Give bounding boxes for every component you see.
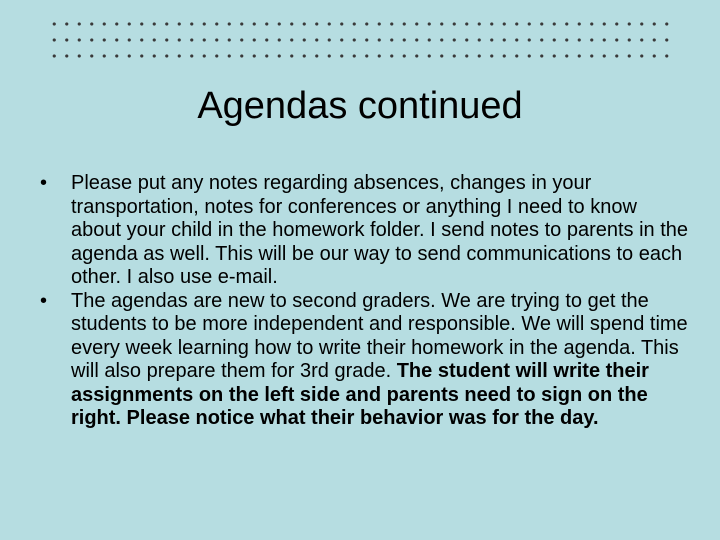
bullet-list (40, 172, 690, 431)
bullet-marker: • (40, 172, 48, 194)
bullet-text: Please put any notes regarding absences, changes in your transportation, notes for conferences or anything I need to know about your child in the homework folder. I send notes to parents in the agenda as well. This will be our way to send communications to each other. I also use e-mail. (71, 172, 689, 288)
slide-title: Agendas continued (197, 85, 523, 127)
bullet-marker: • (40, 289, 48, 312)
bullet-bold-text: The student will write their assignments on the left side and parents need to sign on the right. Please notice what their behavior was for the day. (71, 360, 649, 429)
dotted-pattern-decoration (48, 16, 672, 68)
bullet-item (40, 172, 690, 290)
bullet-text: The agendas are new to second graders. We are trying to get the students to be more independent and responsible. We will spend time every week learning how to write their homework in the agenda. This will also prepare them for 3rd grade. (71, 289, 688, 382)
bullet-item (40, 290, 690, 431)
